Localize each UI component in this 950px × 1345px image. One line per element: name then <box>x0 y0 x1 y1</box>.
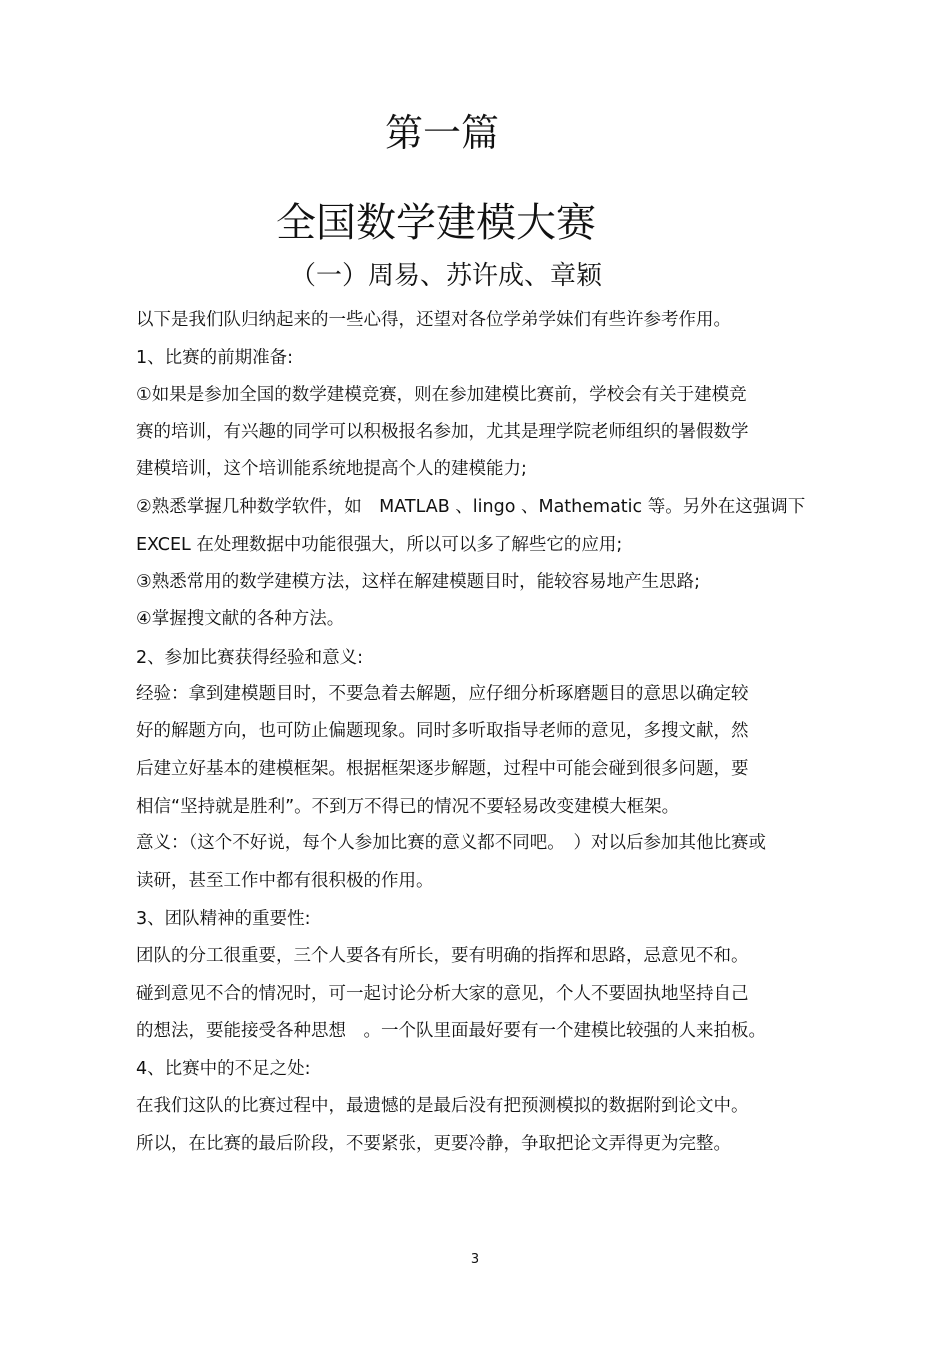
body-line: 所以，在比赛的最后阶段，不要紧张，更要冷静，争取把论文弄得更为完整。 <box>136 1134 731 1154</box>
body-line: 团队的分工很重要，三个人要各有所长，要有明确的指挥和思路，忌意见不和。 <box>136 946 749 966</box>
section-heading: 4、比赛中的不足之处: <box>136 1059 311 1079</box>
body-line: ④掌握搜文献的各种方法。 <box>136 609 345 629</box>
body-line: ②熟悉掌握几种数学软件，如 MATLAB 、lingo 、Mathematic 等。另外在这强调下 <box>136 497 806 517</box>
page-number: 3 <box>470 1252 480 1267</box>
body-line: 以下是我们队归纳起来的一些心得，还望对各位学弟学妹们有些许参考作用。 <box>136 310 731 330</box>
section-heading: 3、团队精神的重要性: <box>136 909 311 929</box>
body-line: ③熟悉常用的数学建模方法，这样在解建模题目时，能较容易地产生思路; <box>136 572 701 592</box>
authors-heading: （一）周易、苏许成、章颖 <box>289 261 602 291</box>
body-line: 意义：（这个不好说，每个人参加比赛的意义都不同吧。 ）对以后参加其他比赛或 <box>136 833 766 853</box>
body-line: 相信“坚持就是胜利”。不到万不得已的情况不要轻易改变建模大框架。 <box>136 797 680 817</box>
body-line: 后建立好基本的建模框架。根据框架逐步解题，过程中可能会碰到很多问题，要 <box>136 759 749 779</box>
section-heading: 1、比赛的前期准备: <box>136 348 294 368</box>
competition-title: 全国数学建模大赛 <box>276 200 596 246</box>
section-heading: 2、参加比赛获得经验和意义: <box>136 648 364 668</box>
part-title: 第一篇 <box>384 111 499 155</box>
body-line: 赛的培训，有兴趣的同学可以积极报名参加，尤其是理学院老师组织的暑假数学 <box>136 422 749 442</box>
body-line: 好的解题方向，也可防止偏题现象。同时多听取指导老师的意见，多搜文献，然 <box>136 721 749 741</box>
body-line: 经验：拿到建模题目时，不要急着去解题，应仔细分析琢磨题目的意思以确定较 <box>136 684 749 704</box>
body-line: 的想法，要能接受各种思想 。一个队里面最好要有一个建模比较强的人来拍板。 <box>136 1021 766 1041</box>
body-line: 在我们这队的比赛过程中，最遗憾的是最后没有把预测模拟的数据附到论文中。 <box>136 1096 749 1116</box>
body-line: 建模培训，这个培训能系统地提高个人的建模能力; <box>136 459 527 479</box>
body-line: 读研，甚至工作中都有很积极的作用。 <box>136 871 434 891</box>
body-line: ①如果是参加全国的数学建模竞赛，则在参加建模比赛前，学校会有关于建模竞 <box>136 385 747 405</box>
body-line: 碰到意见不合的情况时，可一起讨论分析大家的意见，个人不要固执地坚持自己 <box>136 984 749 1004</box>
body-line: EXCEL 在处理数据中功能很强大，所以可以多了解些它的应用; <box>136 535 623 555</box>
